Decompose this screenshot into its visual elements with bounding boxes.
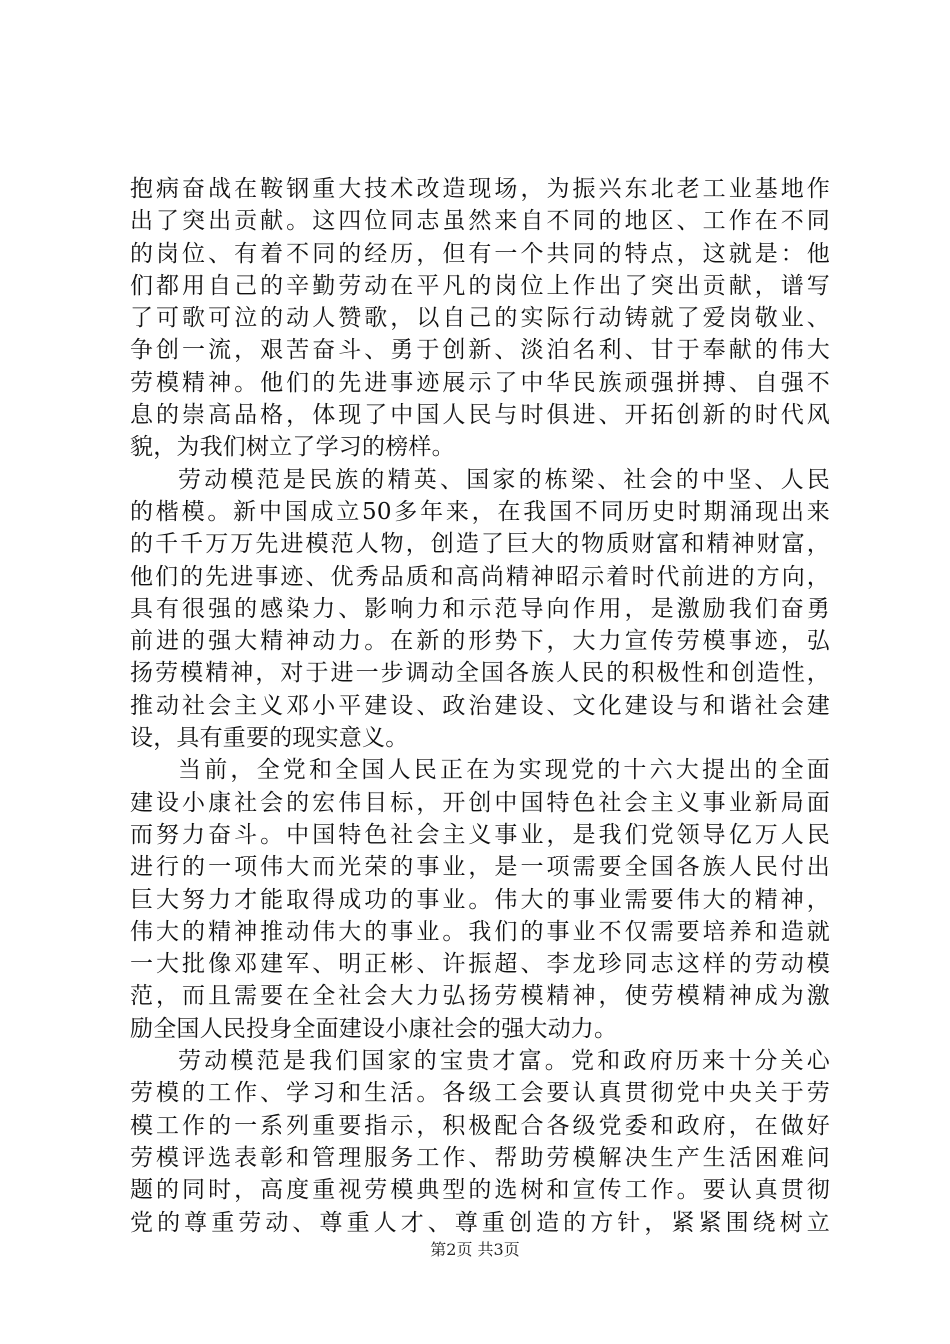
- text-line: 一大批像邓建军、明正彬、许振超、李龙珍同志这样的劳动模: [130, 951, 830, 978]
- text-line: 推动社会主义邓小平建设、政治建设、文化建设与和谐社会建: [130, 692, 830, 719]
- text-line: 伟大的精神推动伟大的事业。我们的事业不仅需要培养和造就: [130, 918, 830, 945]
- text-line: 建设小康社会的宏伟目标，开创中国特色社会主义事业新局面: [130, 789, 830, 816]
- text-line: 前进的强大精神动力。在新的形势下，大力宣传劳模事迹，弘: [130, 628, 830, 655]
- text-line: 当前，全党和全国人民正在为实现党的十六大提出的全面: [178, 757, 830, 784]
- text-line: 励全国人民投身全面建设小康社会的强大动力。: [130, 1015, 618, 1042]
- text-line: 抱病奋战在鞍钢重大技术改造现场，为振兴东北老工业基地作: [130, 176, 830, 202]
- text-line: 的楷模。新中国成立50多年来，在我国不同历史时期涌现出来: [130, 498, 830, 525]
- text-line: 了可歌可泣的动人赞歌，以自己的实际行动铸就了爱岗敬业、: [130, 305, 830, 332]
- text-line: 劳模评选表彰和管理服务工作、帮助劳模解决生产生活困难问: [130, 1144, 830, 1171]
- text-line: 争创一流，艰苦奋斗、勇于创新、淡泊名利、甘于奉献的伟大: [130, 337, 830, 364]
- text-line: 劳动模范是民族的精英、国家的栋梁、社会的中坚、人民: [178, 466, 830, 493]
- text-line: 而努力奋斗。中国特色社会主义事业，是我们党领导亿万人民: [130, 821, 830, 848]
- text-line: 劳动模范是我们国家的宝贵才富。党和政府历来十分关心: [178, 1048, 830, 1075]
- text-line: 劳模精神。他们的先进事迹展示了中华民族顽强拼搏、自强不: [130, 369, 830, 396]
- document-body: [130, 173, 830, 1239]
- text-line: 进行的一项伟大而光荣的事业，是一项需要全国各族人民付出: [130, 854, 830, 881]
- text-line: 党的尊重劳动、尊重人才、尊重创造的方针，紧紧围绕树立: [130, 1209, 830, 1236]
- text-line: 设，具有重要的现实意义。: [130, 725, 409, 752]
- text-line: 巨大努力才能取得成功的事业。伟大的事业需要伟大的精神，: [130, 886, 830, 913]
- text-line: 扬劳模精神，对于进一步调动全国各族人民的积极性和创造性，: [130, 660, 830, 687]
- text-line: 的岗位、有着不同的经历，但有一个共同的特点，这就是：他: [130, 240, 830, 267]
- text-line: 模工作的一系列重要指示，积极配合各级党委和政府，在做好: [130, 1112, 830, 1139]
- text-line: 他们的先进事迹、优秀品质和高尚精神昭示着时代前进的方向，: [130, 563, 830, 590]
- text-line: 具有很强的感染力、影响力和示范导向作用，是激励我们奋勇: [130, 595, 830, 622]
- text-line: 劳模的工作、学习和生活。各级工会要认真贯彻党中央关于劳: [130, 1080, 830, 1107]
- text-line: 出了突出贡献。这四位同志虽然来自不同的地区、工作在不同: [130, 208, 830, 235]
- text-line: 范，而且需要在全社会大力弘扬劳模精神，使劳模精神成为激: [130, 983, 830, 1010]
- text-line: 息的崇高品格，体现了中国人民与时俱进、开拓创新的时代风: [130, 402, 830, 429]
- text-line: 题的同时，高度重视劳模典型的选树和宣传工作。要认真贯彻: [130, 1177, 830, 1204]
- text-line: 貌，为我们树立了学习的榜样。: [130, 434, 455, 461]
- page-footer: 第2页 共3页: [430, 1240, 520, 1259]
- text-line: 们都用自己的辛勤劳动在平凡的岗位上作出了突出贡献，谱写: [130, 272, 830, 299]
- text-line: 的千千万万先进模范人物，创造了巨大的物质财富和精神财富，: [130, 531, 830, 558]
